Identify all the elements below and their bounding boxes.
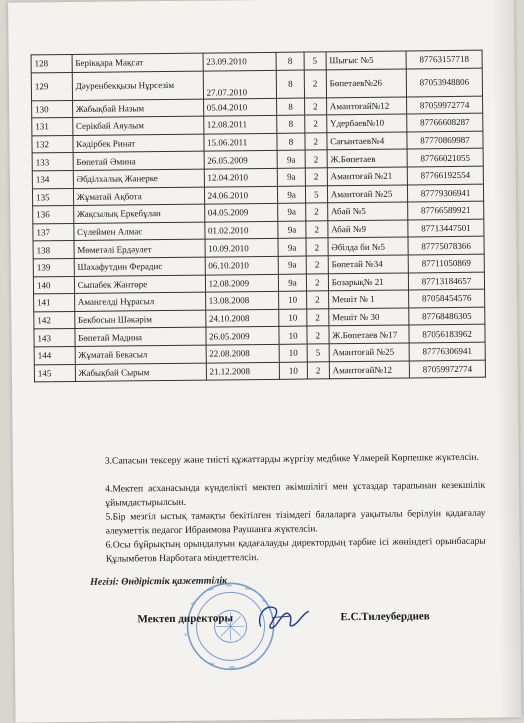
student-name-cell: Берікқара Мақсат <box>72 53 203 72</box>
class-cell: 9а <box>278 256 306 274</box>
phone-cell: 87713184657 <box>408 272 484 290</box>
code-cell: 2 <box>305 133 327 151</box>
birth-date-cell: 12.08.2011 <box>203 116 277 134</box>
birth-date-cell: 24.06.2010 <box>204 186 278 204</box>
document-page <box>8 0 522 723</box>
student-name-cell: Жабықбай Сырым <box>75 363 206 382</box>
class-cell: 9а <box>277 150 305 168</box>
student-name-cell: Бөпетай Әмина <box>73 151 204 170</box>
student-name-cell: Шахафутдин Ферадис <box>74 257 205 276</box>
paragraph-6: 6.Осы бұйрықтың орындалуын қадағалауды директордың тәрбие ісі жөніндегі орынбасары Құлымбетов Нарботаға міндеттелсін. <box>106 535 486 567</box>
student-name-cell: Мөметәлі Ердәулет <box>74 239 205 258</box>
row-number-cell: 143 <box>34 329 75 347</box>
row-number-cell: 130 <box>32 100 73 118</box>
row-number-cell: 131 <box>32 118 73 136</box>
row-number-cell: 135 <box>32 188 73 206</box>
birth-date-cell: 05.04.2010 <box>203 98 277 116</box>
code-cell: 2 <box>304 115 326 133</box>
phone-cell: 87766608287 <box>407 113 483 131</box>
phone-cell: 87768486305 <box>409 307 485 325</box>
student-table <box>31 50 486 383</box>
code-cell: 2 <box>306 273 328 291</box>
class-cell: 8 <box>276 70 304 98</box>
birth-date-cell: 26.05.2009 <box>206 327 280 345</box>
code-cell: 5 <box>307 344 329 362</box>
student-name-cell: Бөпетай Мадина <box>75 327 206 346</box>
code-cell: 2 <box>306 291 328 309</box>
address-cell: Амантоғай№12 <box>326 97 406 115</box>
paragraph-3: 3.Сапасын тексеру және тиісті құжаттарды жүргізу медбике Ұлмерей Көрпешке жүктелсін. <box>105 451 485 469</box>
birth-date-cell: 23.09.2010 <box>203 52 277 70</box>
student-name-cell: Бекбосын Шәкәрім <box>74 310 205 329</box>
birth-date-cell: 12.04.2010 <box>204 168 278 186</box>
student-name-cell: Дәуренбекқызы Нұрсезім <box>72 71 203 100</box>
address-cell: Бозарық№ 21 <box>328 273 408 291</box>
address-cell: Амантоғай №25 <box>327 185 407 203</box>
basis-line: Негізі: Өндірістік қажеттілік <box>90 575 227 587</box>
phone-cell: 87766021055 <box>407 149 483 167</box>
address-cell: Ж.Бөпетаев <box>327 149 407 167</box>
code-cell: 2 <box>305 168 327 186</box>
birth-date-cell: 27.07.2010 <box>203 70 277 99</box>
address-cell: Мешіт № 30 <box>329 308 409 326</box>
paragraph-4: 4.Мектеп асханасында күнделікті мектеп әкімшілігі мен ұстаздар тарапынан кезекшілік ұйымдастырылсын. <box>105 479 485 511</box>
director-name: Е.С.Тилеубердиев <box>340 610 429 623</box>
class-cell: 8 <box>277 98 305 116</box>
row-number-cell: 128 <box>31 54 72 72</box>
student-name-cell: Сүлеймен Алмас <box>74 222 205 241</box>
row-number-cell: 145 <box>34 364 75 382</box>
code-cell: 2 <box>304 69 326 97</box>
phone-cell: 87053948806 <box>406 68 482 97</box>
phone-cell: 87776306941 <box>409 342 485 360</box>
address-cell: Амантоғай №25 <box>329 343 409 361</box>
address-cell: Шығыс №5 <box>326 51 406 69</box>
birth-date-cell: 21.12.2008 <box>206 362 280 380</box>
birth-date-cell: 01.02.2010 <box>204 221 278 239</box>
paragraph-5: 5.Бір мезгіл ыстық тамақты бекітілген тізімдегі балаларға уақытылы берілуін қадағалау әлеуметтік педагог Ибраимова Раушанға жүктелсін. <box>105 507 485 539</box>
class-cell: 10 <box>279 309 307 327</box>
class-cell: 9а <box>278 168 306 186</box>
code-cell: 2 <box>306 221 328 239</box>
student-name-cell: Жабықбай Назым <box>72 99 203 118</box>
class-cell: 10 <box>279 291 307 309</box>
class-cell: 8 <box>277 133 305 151</box>
phone-cell: 87058454576 <box>409 289 485 307</box>
phone-cell: 87713447501 <box>408 219 484 237</box>
class-cell: 10 <box>279 344 307 362</box>
code-cell: 2 <box>305 150 327 168</box>
row-number-cell: 129 <box>31 72 72 100</box>
code-cell: 2 <box>307 326 329 344</box>
phone-cell: 87059972774 <box>407 96 483 114</box>
address-cell: Абай №5 <box>327 202 407 220</box>
row-number-cell: 133 <box>32 153 73 171</box>
row-number-cell: 137 <box>33 223 74 241</box>
code-cell: 2 <box>306 238 328 256</box>
row-number-cell: 144 <box>34 346 75 364</box>
address-cell: Абай №9 <box>328 220 408 238</box>
phone-cell: 87779306941 <box>408 184 484 202</box>
address-cell: Мешіт № 1 <box>328 290 408 308</box>
student-name-cell: Әбділхалық Жанерке <box>73 169 204 188</box>
row-number-cell: 142 <box>34 311 75 329</box>
code-cell: 5 <box>305 185 327 203</box>
phone-cell: 87775078366 <box>408 237 484 255</box>
class-cell: 8 <box>277 115 305 133</box>
class-cell: 9а <box>279 274 307 292</box>
class-cell: 8 <box>276 52 304 70</box>
student-table-body <box>31 50 485 382</box>
code-cell: 2 <box>305 203 327 221</box>
director-signature <box>252 595 312 636</box>
row-number-cell: 134 <box>32 170 73 188</box>
phone-cell: 87766589921 <box>408 201 484 219</box>
phone-cell: 87766192554 <box>407 166 483 184</box>
birth-date-cell: 22.08.2008 <box>206 344 280 362</box>
class-cell: 10 <box>279 326 307 344</box>
student-name-cell: Кәдірбек Ринат <box>73 134 204 153</box>
code-cell: 2 <box>307 361 329 379</box>
student-name-cell: Амангелді Нұрасыл <box>74 292 205 311</box>
birth-date-cell: 24.10.2008 <box>205 309 279 327</box>
page-shadow <box>492 0 522 718</box>
code-cell: 2 <box>307 309 329 327</box>
birth-date-cell: 26.05.2009 <box>204 151 278 169</box>
birth-date-cell: 13.08.2008 <box>205 291 279 309</box>
birth-date-cell: 10.09.2010 <box>205 239 279 257</box>
phone-cell: 87770869987 <box>407 131 483 149</box>
class-cell: 9а <box>278 238 306 256</box>
class-cell: 9а <box>278 203 306 221</box>
birth-date-cell: 12.08.2009 <box>205 274 279 292</box>
student-name-cell: Серікбай Аяулым <box>72 116 203 135</box>
table-row <box>34 360 485 382</box>
student-name-cell: Жұматай Бекасыл <box>75 345 206 364</box>
address-cell: Бөпетай №34 <box>328 255 408 273</box>
class-cell: 9а <box>278 186 306 204</box>
address-cell: Амантоғай№12 <box>329 360 409 378</box>
birth-date-cell: 06.10.2010 <box>205 256 279 274</box>
row-number-cell: 139 <box>33 258 74 276</box>
director-title: Мектеп директоры <box>137 612 233 625</box>
code-cell: 5 <box>304 52 326 70</box>
birth-date-cell: 04.05.2009 <box>204 203 278 221</box>
address-cell: Сағынтаев№4 <box>327 132 407 150</box>
row-number-cell: 132 <box>32 135 73 153</box>
code-cell: 2 <box>304 97 326 115</box>
code-cell: 2 <box>306 256 328 274</box>
class-cell: 9а <box>278 221 306 239</box>
address-cell: Амантоғай №21 <box>327 167 407 185</box>
row-number-cell: 141 <box>34 294 75 312</box>
phone-cell: 87711050869 <box>408 254 484 272</box>
row-number-cell: 140 <box>33 276 74 294</box>
student-name-cell: Сыпабек Жантөре <box>74 275 205 294</box>
row-number-cell: 138 <box>33 241 74 259</box>
student-name-cell: Жақсылық Еркебұлан <box>73 204 204 223</box>
phone-cell: 87056183962 <box>409 324 485 342</box>
phone-cell: 87059972774 <box>409 360 485 378</box>
phone-cell: 87763157718 <box>406 50 482 68</box>
address-cell: Бөпетаев№26 <box>326 69 407 98</box>
class-cell: 10 <box>280 362 308 380</box>
row-number-cell: 136 <box>33 206 74 224</box>
address-cell: Әбілда би №5 <box>328 237 408 255</box>
birth-date-cell: 15.06.2011 <box>203 133 277 151</box>
address-cell: Ж.Бөпетаев №17 <box>329 325 409 343</box>
student-name-cell: Жұматай Ақбота <box>73 187 204 206</box>
address-cell: Үдербаев№10 <box>326 114 406 132</box>
